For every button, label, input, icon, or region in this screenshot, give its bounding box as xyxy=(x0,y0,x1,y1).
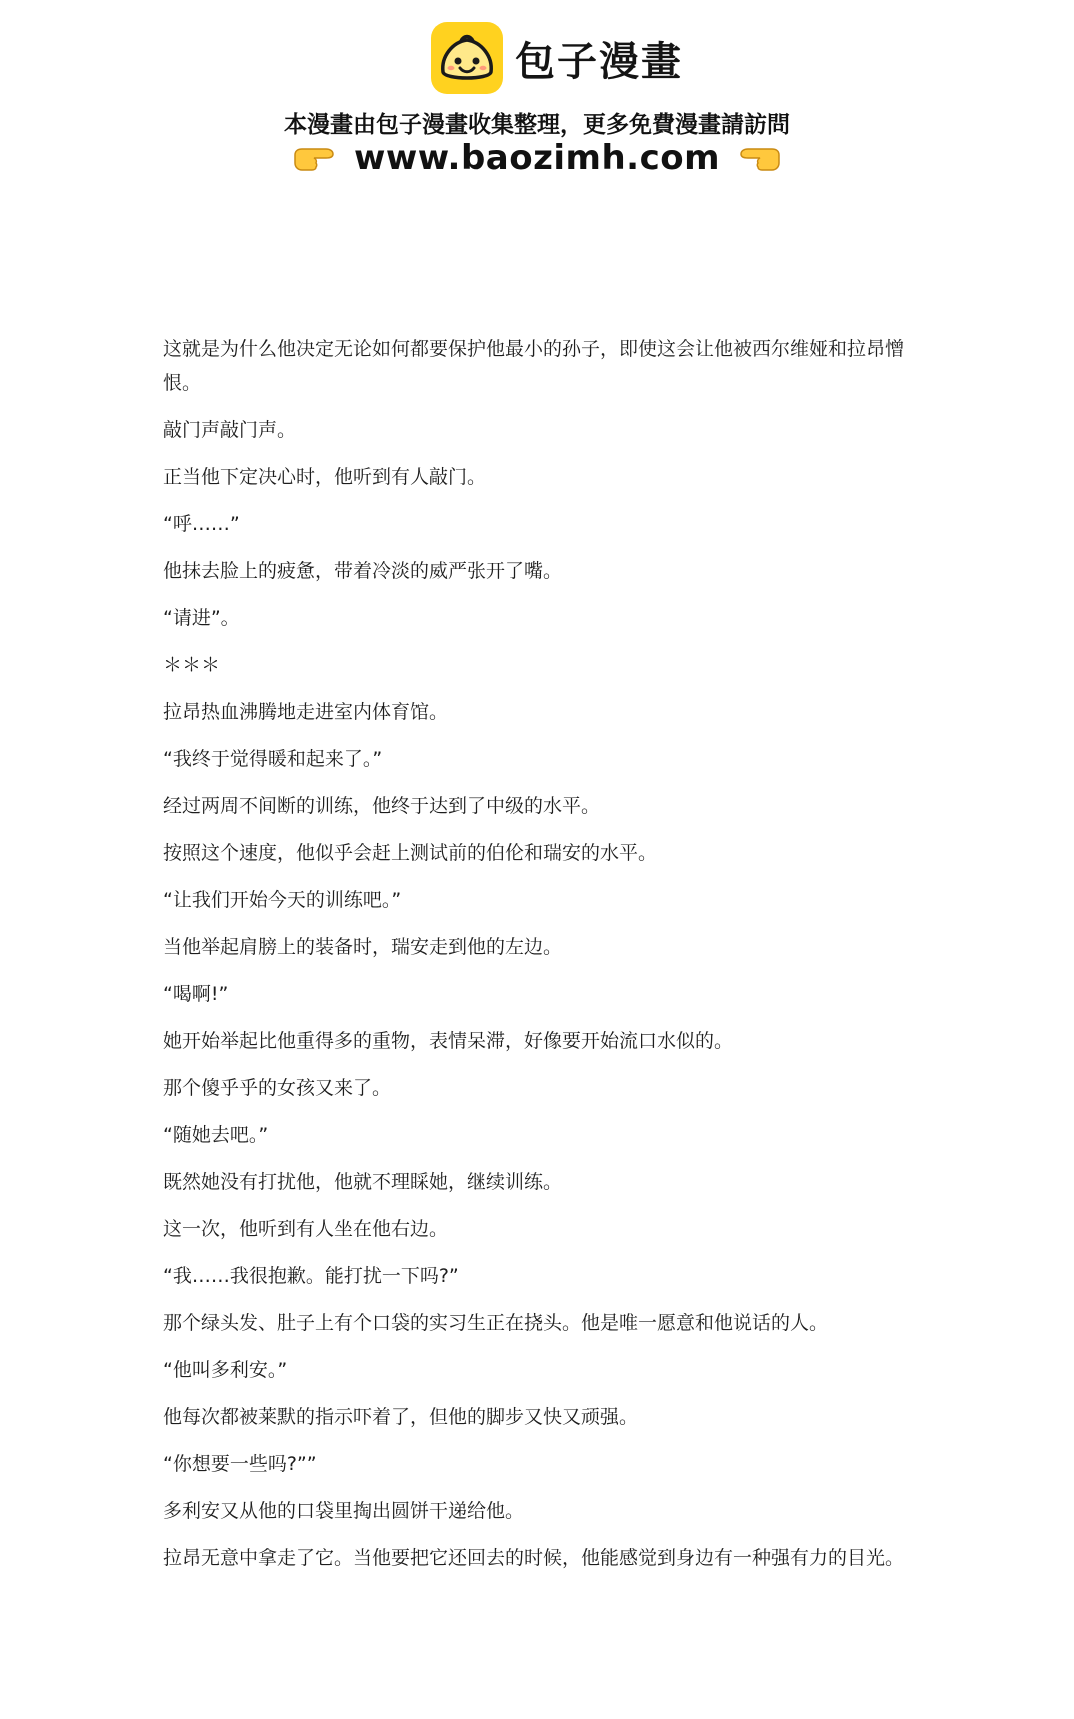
chapter-text xyxy=(163,332,923,1588)
paragraph: 拉昂热血沸腾地走进室内体育馆。 xyxy=(163,701,449,723)
paragraph: “他叫多利安。” xyxy=(163,1359,288,1381)
paragraph: 这一次，他听到有人坐在他右边。 xyxy=(163,1218,449,1240)
paragraph: “让我们开始今天的训练吧。” xyxy=(163,889,402,911)
paragraph: 他抹去脸上的疲惫，带着冷淡的威严张开了嘴。 xyxy=(163,560,563,582)
paragraph: 他每次都被莱默的指示吓着了，但他的脚步又快又顽强。 xyxy=(163,1406,639,1428)
promo-tagline: 本漫畫由包子漫畫收集整理，更多免費漫畫請訪問 xyxy=(284,112,790,138)
paragraph: “呼……” xyxy=(163,513,240,535)
site-url-link[interactable]: www.baozimh.com xyxy=(353,138,721,178)
paragraph: “喝啊!” xyxy=(163,983,229,1005)
pointing-hand-left-icon xyxy=(738,141,782,175)
paragraph: 正当他下定决心时，他听到有人敲门。 xyxy=(163,466,487,488)
paragraph: 她开始举起比他重得多的重物，表情呆滞，好像要开始流口水似的。 xyxy=(163,1030,734,1052)
paragraph: 既然她没有打扰他，他就不理睬她，继续训练。 xyxy=(163,1171,563,1193)
paragraph: 那个傻乎乎的女孩又来了。 xyxy=(163,1077,392,1099)
paragraph: 当他举起肩膀上的装备时，瑞安走到他的左边。 xyxy=(163,936,563,958)
paragraph: “请进”。 xyxy=(163,607,240,629)
paragraph: “你想要一些吗?”” xyxy=(163,1453,317,1475)
paragraph: 多利安又从他的口袋里掏出圆饼干递给他。 xyxy=(163,1500,525,1522)
paragraph: 经过两周不间断的训练，他终于达到了中级的水平。 xyxy=(163,795,601,817)
paragraph: “随她去吧。” xyxy=(163,1124,269,1146)
paragraph: 这就是为什么他决定无论如何都要保护他最小的孙子，即使这会让他被西尔维娅和拉昂憎恨。 xyxy=(163,338,905,394)
baozi-logo-icon xyxy=(431,22,503,94)
paragraph: 拉昂无意中拿走了它。当他要把它还回去的时候，他能感觉到身边有一种强有力的目光。 xyxy=(163,1547,905,1569)
paragraph: 敲门声敲门声。 xyxy=(163,419,297,441)
brand[interactable] xyxy=(431,22,683,94)
site-header xyxy=(0,0,1074,190)
pointing-hand-right-icon xyxy=(292,141,336,175)
paragraph: “我终于觉得暖和起来了。” xyxy=(163,748,383,770)
scene-break: ＊＊＊ xyxy=(163,654,221,676)
url-row xyxy=(0,138,1074,178)
paragraph: 按照这个速度，他似乎会赶上测试前的伯伦和瑞安的水平。 xyxy=(163,842,658,864)
paragraph: 那个绿头发、肚子上有个口袋的实习生正在挠头。他是唯一愿意和他说话的人。 xyxy=(163,1312,829,1334)
paragraph: “我……我很抱歉。能打扰一下吗?” xyxy=(163,1265,459,1287)
brand-name: 包子漫畫 xyxy=(515,38,683,85)
